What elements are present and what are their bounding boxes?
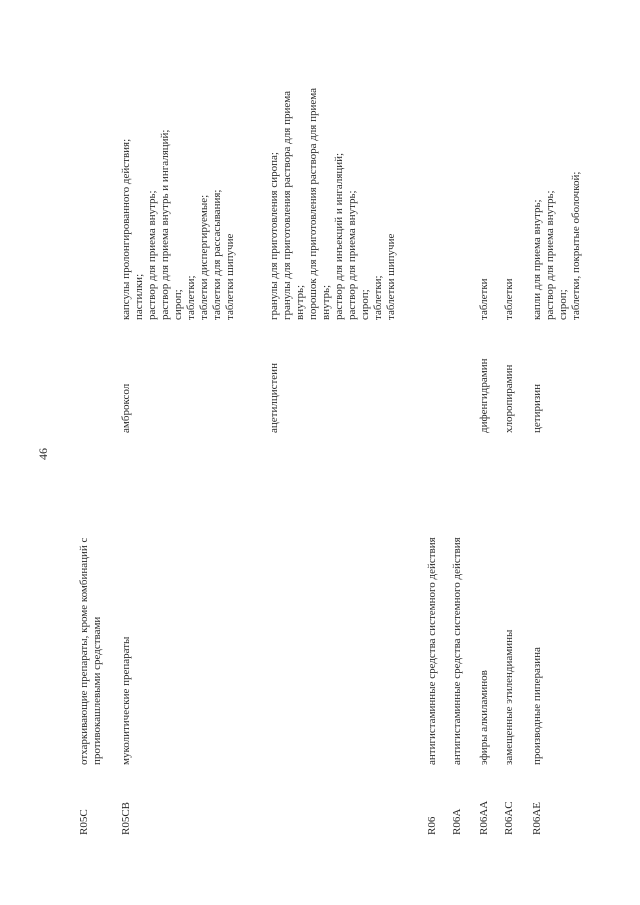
dosage-form: гранулы для приготовления сиропа;: [268, 152, 280, 320]
dosage-form: гранулы для приготовления раствора для приема: [281, 91, 293, 320]
dosage-form: таблетки;: [372, 275, 384, 320]
atc-code: R06A: [451, 808, 463, 835]
group-name-line: отхаркивающие препараты, кроме комбинаций с: [78, 537, 90, 765]
dosage-form: таблетки для рассасывания;: [211, 189, 223, 320]
dosage-form: сироп;: [359, 289, 371, 320]
group-name-line: эфиры алкиламинов: [478, 670, 490, 765]
dosage-form: сироп;: [172, 289, 184, 320]
drug-name: дифенгидрамин: [478, 358, 490, 433]
dosage-form: таблетки;: [185, 275, 197, 320]
dosage-forms: [478, 25, 491, 320]
dosage-form: таблетки: [478, 278, 490, 320]
atc-code: R06AA: [478, 800, 490, 835]
group-name-line: антигистаминные средства системного действия: [451, 537, 463, 765]
group-name: [531, 443, 544, 765]
dosage-forms: [503, 25, 516, 320]
drug-name: ацетилцистеин: [268, 363, 280, 433]
page-number: 46: [36, 448, 50, 460]
dosage-form: раствор для приема внутрь и ингаляций;: [159, 129, 171, 320]
dosage-form: порошок для приготовления раствора для приема: [307, 87, 319, 320]
group-name: [426, 443, 439, 765]
drug-name: амброксол: [120, 383, 132, 433]
dosage-form: внутрь;: [294, 284, 306, 320]
group-name: [503, 443, 516, 765]
dosage-form: внутрь;: [320, 284, 332, 320]
drug-name: цетиризин: [531, 384, 543, 433]
group-name: [78, 443, 104, 765]
atc-code: R06AE: [531, 802, 543, 835]
dosage-form: сироп;: [557, 289, 569, 320]
group-name-line: противокашлевыми средствами: [91, 616, 103, 765]
dosage-form: раствор для приема внутрь;: [346, 190, 358, 320]
dosage-form: таблетки шипучие: [385, 233, 397, 320]
dosage-form: раствор для приема внутрь;: [544, 190, 556, 320]
atc-code: R06AC: [503, 801, 515, 835]
group-name-line: антигистаминные средства системного действия: [426, 537, 438, 765]
dosage-form: таблетки: [503, 278, 515, 320]
dosage-form: таблетки шипучие: [224, 233, 236, 320]
dosage-forms: [531, 25, 583, 320]
group-name: [451, 443, 464, 765]
dosage-form: капсулы пролонгированного действия;: [120, 138, 132, 320]
dosage-form: пастилки;: [133, 273, 145, 320]
dosage-form: капли для приема внутрь;: [531, 199, 543, 320]
group-name-line: производные пиперазина: [531, 647, 543, 765]
dosage-forms: [268, 25, 398, 320]
group-name: [120, 443, 133, 765]
atc-code: R05CB: [120, 801, 132, 835]
atc-code: R06: [426, 816, 438, 835]
dosage-form: раствор для приема внутрь;: [146, 190, 158, 320]
dosage-form: таблетки диспергируемые;: [198, 194, 210, 320]
group-name: [478, 443, 491, 765]
dosage-form: раствор для инъекций и ингаляций;: [333, 152, 345, 320]
dosage-form: таблетки, покрытые оболочкой;: [570, 171, 582, 320]
drug-name: хлоропирамин: [503, 364, 515, 433]
group-name-line: замещенные этилендиамины: [503, 629, 515, 765]
dosage-forms: [120, 25, 237, 320]
group-name-line: муколитические препараты: [120, 636, 132, 765]
atc-code: R05C: [78, 809, 90, 835]
